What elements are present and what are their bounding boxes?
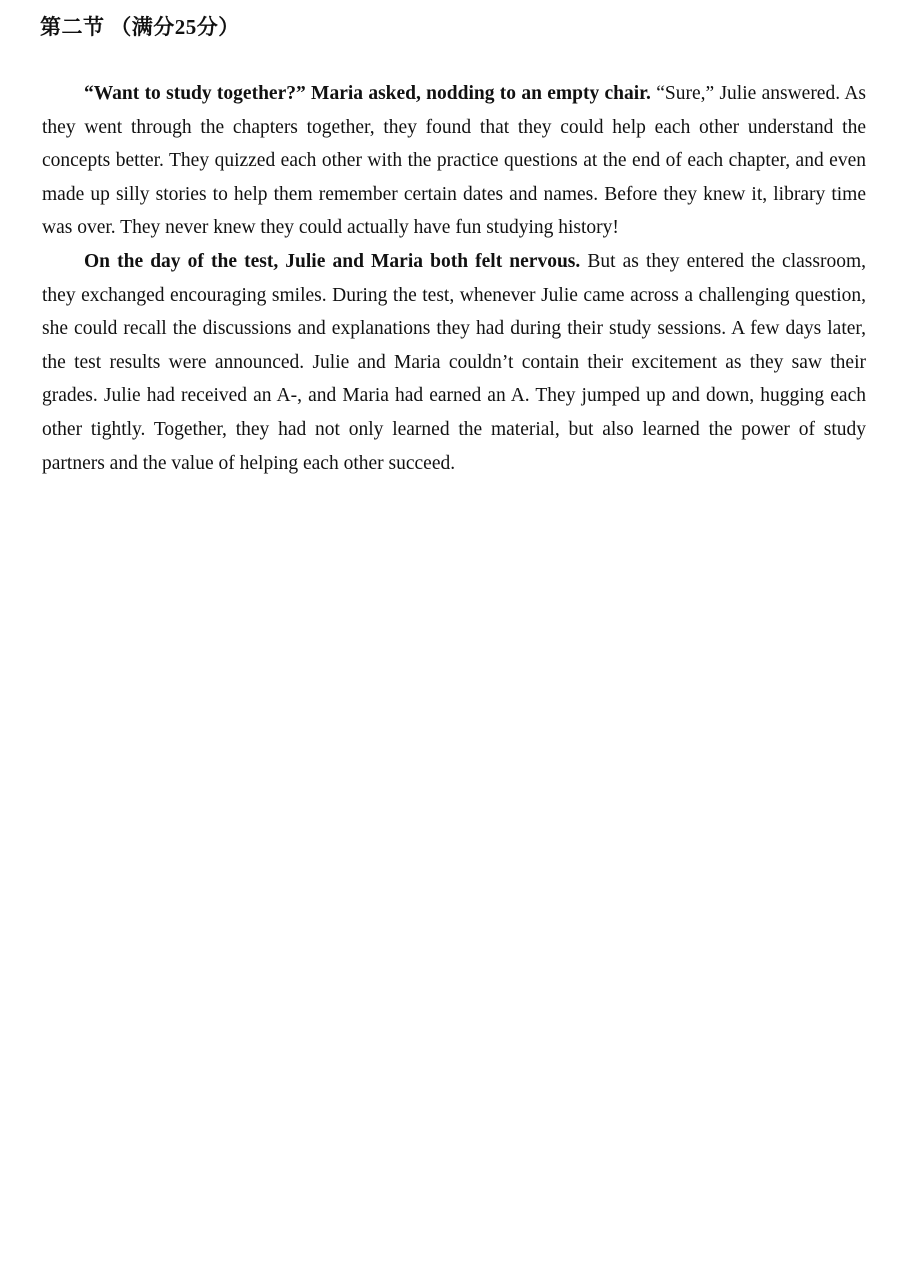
passage	[42, 77, 866, 480]
paragraph-2	[42, 245, 866, 480]
paragraph-1-lead-sentence: “Want to study together?” Maria asked, nodding to an empty chair.	[84, 83, 651, 104]
paragraph-2-body: But as they entered the classroom, they exchanged encouraging smiles. During the test, whenever Julie came across a challenging question, she could recall the discussions and explanations they had during their study sessions. A few days later, the test results were announced. Julie and Maria couldn’t contain their excitement as they saw their grades. Julie had received an A-, and Maria had earned an A. They jumped up and down, hugging each other tightly. Together, they had not only learned the material, but also learned the power of study partners and the value of helping each other succeed.	[42, 250, 866, 474]
paragraph-1-body: “Sure,” Julie answered. As they went through the chapters together, they found that they could help each other understand the concepts better. They quizzed each other with the practice questions at the end of each chapter, and even made up silly stories to help them remember certain dates and names. Before they knew it, library time was over. They never knew they could actually have fun studying history!	[42, 83, 866, 239]
section-heading: 第二节 （满分25分）	[40, 15, 240, 39]
paragraph-1	[42, 77, 866, 245]
paragraph-2-lead-sentence: On the day of the test, Julie and Maria both felt nervous.	[84, 250, 581, 272]
